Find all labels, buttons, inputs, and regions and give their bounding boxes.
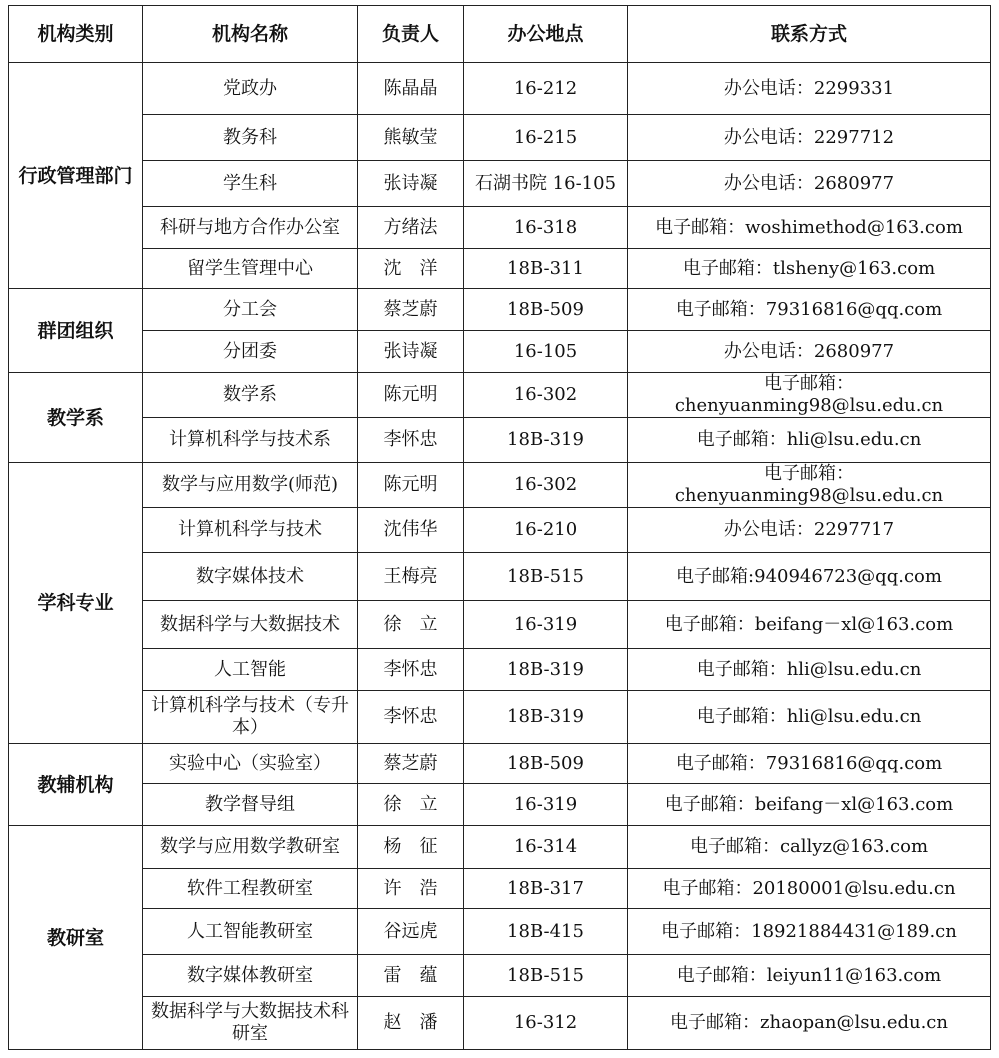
- head-cell: 陈元明: [358, 373, 464, 418]
- contact-cell: 办公电话：2297712: [628, 115, 991, 161]
- category-cell: 教辅机构: [9, 744, 143, 826]
- table-body: [9, 63, 991, 1050]
- contact-cell: 电子邮箱：hli@lsu.edu.cn: [628, 418, 991, 463]
- contact-cell: 电子邮箱：leiyun11@163.com: [628, 955, 991, 997]
- contact-cell: 电子邮箱:940946723@qq.com: [628, 553, 991, 601]
- head-cell: 杨 征: [358, 826, 464, 869]
- org-name-cell: 计算机科学与技术（专升本）: [143, 691, 358, 744]
- head-cell: 赵 潘: [358, 997, 464, 1050]
- org-name-cell: 教务科: [143, 115, 358, 161]
- table-row: [9, 115, 991, 161]
- org-name-cell: 党政办: [143, 63, 358, 115]
- category-cell: 教学系: [9, 373, 143, 463]
- org-name-cell: 实验中心（实验室）: [143, 744, 358, 784]
- org-name-cell: 数学与应用数学(师范): [143, 463, 358, 508]
- contact-cell: 电子邮箱：79316816@qq.com: [628, 289, 991, 331]
- table-row: [9, 249, 991, 289]
- contact-cell: 办公电话：2297717: [628, 508, 991, 553]
- table-row: [9, 463, 991, 508]
- location-cell: 18B-319: [464, 418, 628, 463]
- location-cell: 18B-311: [464, 249, 628, 289]
- table-row: [9, 955, 991, 997]
- org-name-cell: 数学系: [143, 373, 358, 418]
- header-name: 机构名称: [143, 6, 358, 63]
- location-cell: 18B-509: [464, 744, 628, 784]
- org-name-cell: 人工智能: [143, 649, 358, 691]
- location-cell: 16-302: [464, 463, 628, 508]
- contact-cell: 电子邮箱：18921884431@189.cn: [628, 909, 991, 955]
- org-name-cell: 软件工程教研室: [143, 869, 358, 909]
- contact-cell: 电子邮箱：woshimethod@163.com: [628, 207, 991, 249]
- head-cell: 王梅亮: [358, 553, 464, 601]
- header-head: 负责人: [358, 6, 464, 63]
- head-cell: 陈元明: [358, 463, 464, 508]
- contact-cell: 办公电话：2680977: [628, 331, 991, 373]
- location-cell: 18B-515: [464, 553, 628, 601]
- head-cell: 许 浩: [358, 869, 464, 909]
- table-row: [9, 207, 991, 249]
- contact-cell: 电子邮箱：beifang－xl@163.com: [628, 784, 991, 826]
- table-row: [9, 997, 991, 1050]
- org-name-cell: 分团委: [143, 331, 358, 373]
- org-name-cell: 留学生管理中心: [143, 249, 358, 289]
- table-row: [9, 418, 991, 463]
- head-cell: 张诗凝: [358, 161, 464, 207]
- org-name-cell: 教学督导组: [143, 784, 358, 826]
- org-name-cell: 数学与应用数学教研室: [143, 826, 358, 869]
- location-cell: 18B-319: [464, 691, 628, 744]
- location-cell: 18B-319: [464, 649, 628, 691]
- location-cell: 18B-509: [464, 289, 628, 331]
- table-row: [9, 691, 991, 744]
- head-cell: 蔡芝蔚: [358, 289, 464, 331]
- org-name-cell: 科研与地方合作办公室: [143, 207, 358, 249]
- org-directory-table: [8, 5, 991, 1050]
- table-row: [9, 508, 991, 553]
- head-cell: 李怀忠: [358, 418, 464, 463]
- category-cell: 群团组织: [9, 289, 143, 373]
- contact-cell: 电子邮箱：tlsheny@163.com: [628, 249, 991, 289]
- location-cell: 16-312: [464, 997, 628, 1050]
- head-cell: 雷 蕴: [358, 955, 464, 997]
- head-cell: 徐 立: [358, 784, 464, 826]
- location-cell: 16-319: [464, 601, 628, 649]
- location-cell: 18B-415: [464, 909, 628, 955]
- contact-cell: 办公电话：2299331: [628, 63, 991, 115]
- org-name-cell: 数字媒体技术: [143, 553, 358, 601]
- table-row: [9, 869, 991, 909]
- contact-cell: 电子邮箱：79316816@qq.com: [628, 744, 991, 784]
- table-row: [9, 909, 991, 955]
- location-cell: 18B-515: [464, 955, 628, 997]
- location-cell: 16-105: [464, 331, 628, 373]
- head-cell: 方绪法: [358, 207, 464, 249]
- head-cell: 陈晶晶: [358, 63, 464, 115]
- table-row: [9, 289, 991, 331]
- header-contact: 联系方式: [628, 6, 991, 63]
- org-name-cell: 分工会: [143, 289, 358, 331]
- head-cell: 李怀忠: [358, 649, 464, 691]
- table-row: [9, 331, 991, 373]
- head-cell: 蔡芝蔚: [358, 744, 464, 784]
- category-cell: 教研室: [9, 826, 143, 1050]
- head-cell: 沈伟华: [358, 508, 464, 553]
- contact-cell: 电子邮箱：zhaopan@lsu.edu.cn: [628, 997, 991, 1050]
- contact-cell: 电子邮箱：beifang－xl@163.com: [628, 601, 991, 649]
- location-cell: 16-314: [464, 826, 628, 869]
- head-cell: 李怀忠: [358, 691, 464, 744]
- header-location: 办公地点: [464, 6, 628, 63]
- location-cell: 16-319: [464, 784, 628, 826]
- org-name-cell: 数据科学与大数据技术科研室: [143, 997, 358, 1050]
- table-row: [9, 601, 991, 649]
- location-cell: 16-212: [464, 63, 628, 115]
- location-cell: 16-318: [464, 207, 628, 249]
- table-row: [9, 744, 991, 784]
- contact-cell: 办公电话：2680977: [628, 161, 991, 207]
- table-row: [9, 373, 991, 418]
- location-cell: 18B-317: [464, 869, 628, 909]
- location-cell: 16-210: [464, 508, 628, 553]
- org-name-cell: 计算机科学与技术: [143, 508, 358, 553]
- location-cell: 16-215: [464, 115, 628, 161]
- head-cell: 谷远虎: [358, 909, 464, 955]
- head-cell: 张诗凝: [358, 331, 464, 373]
- table-row: [9, 649, 991, 691]
- header-row: [9, 6, 991, 63]
- org-name-cell: 学生科: [143, 161, 358, 207]
- table-row: [9, 553, 991, 601]
- head-cell: 熊敏莹: [358, 115, 464, 161]
- org-name-cell: 计算机科学与技术系: [143, 418, 358, 463]
- category-cell: 行政管理部门: [9, 63, 143, 289]
- contact-cell: 电子邮箱：20180001@lsu.edu.cn: [628, 869, 991, 909]
- org-name-cell: 数字媒体教研室: [143, 955, 358, 997]
- table-row: [9, 784, 991, 826]
- table-row: [9, 161, 991, 207]
- location-cell: 石湖书院 16-105: [464, 161, 628, 207]
- contact-cell: 电子邮箱：chenyuanming98@lsu.edu.cn: [628, 463, 991, 508]
- contact-cell: 电子邮箱：hli@lsu.edu.cn: [628, 649, 991, 691]
- org-name-cell: 数据科学与大数据技术: [143, 601, 358, 649]
- contact-cell: 电子邮箱：hli@lsu.edu.cn: [628, 691, 991, 744]
- category-cell: 学科专业: [9, 463, 143, 744]
- contact-cell: 电子邮箱：chenyuanming98@lsu.edu.cn: [628, 373, 991, 418]
- head-cell: 沈 洋: [358, 249, 464, 289]
- location-cell: 16-302: [464, 373, 628, 418]
- table-row: [9, 826, 991, 869]
- contact-cell: 电子邮箱：callyz@163.com: [628, 826, 991, 869]
- header-category: 机构类别: [9, 6, 143, 63]
- org-name-cell: 人工智能教研室: [143, 909, 358, 955]
- head-cell: 徐 立: [358, 601, 464, 649]
- table-row: [9, 63, 991, 115]
